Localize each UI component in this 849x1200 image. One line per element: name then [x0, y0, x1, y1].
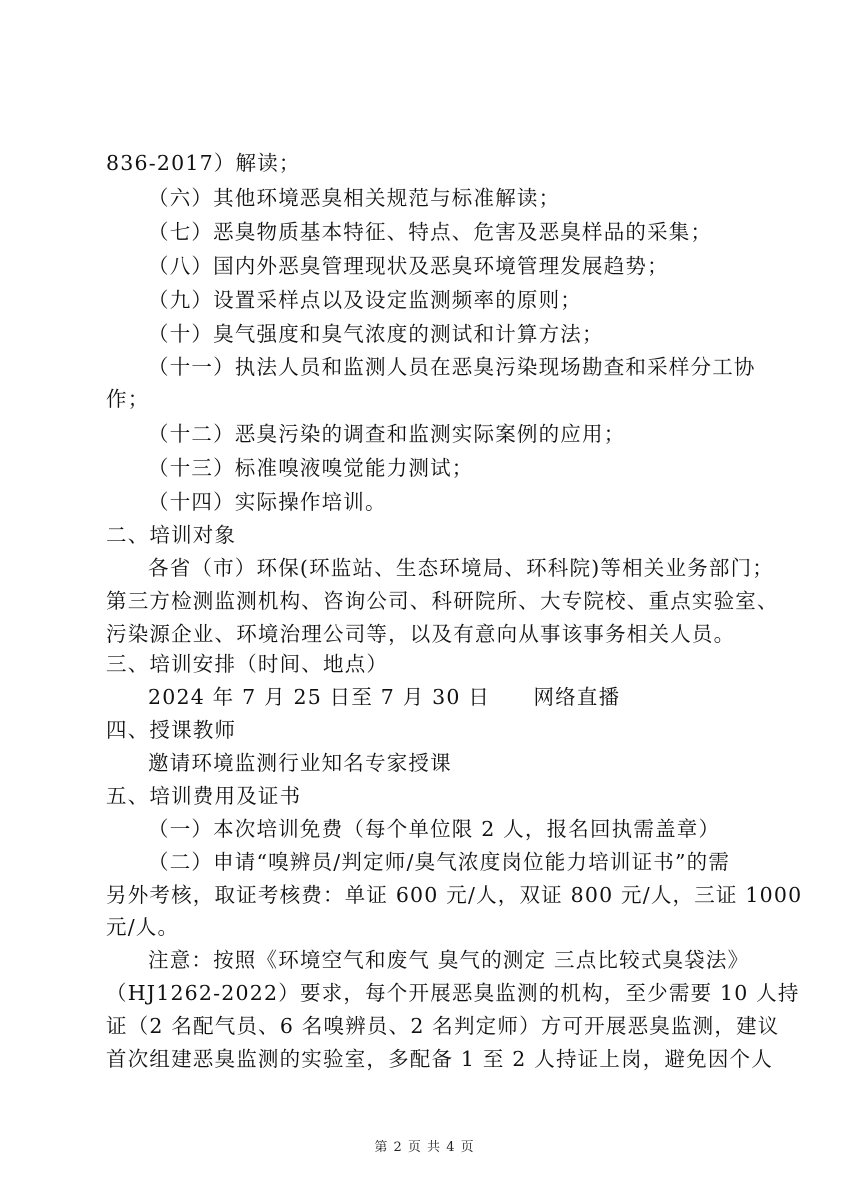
list-item: （一）本次培训免费（每个单位限 2 人，报名回执需盖章） — [148, 817, 721, 841]
text-line: 836-2017）解读； — [106, 151, 301, 175]
text-line: 另外考核，取证考核费：单证 600 元/人，双证 800 元/人，三证 1000 — [106, 883, 803, 907]
list-item: （十二）恶臭污染的调查和监测实际案例的应用； — [148, 422, 626, 446]
section-heading: 四、授课教师 — [106, 718, 237, 742]
text-line: （HJ1262-2022）要求，每个开展恶臭监测的机构，至少需要 10 人持 — [106, 981, 800, 1005]
section-heading: 二、培训对象 — [106, 523, 237, 547]
list-item: （十）臭气强度和臭气浓度的测试和计算方法； — [148, 322, 604, 346]
text-line: 注意：按照《环境空气和废气 臭气的测定 三点比较式臭袋法》 — [148, 948, 750, 972]
list-item: （十一）执法人员和监测人员在恶臭污染现场勘查和采样分工协 — [148, 355, 756, 379]
list-item: （二）申请“嗅辨员/判定师/臭气浓度岗位能力培训证书”的需 — [148, 850, 731, 874]
text-line: 2024 年 7 月 25 日至 7 月 30 日 网络直播 — [148, 685, 621, 709]
list-item: （十四）实际操作培训。 — [148, 490, 387, 514]
page-number-footer: 第 2 页 共 4 页 — [374, 1140, 475, 1155]
text-line: 污染源企业、环境治理公司等，以及有意向从事该事务相关人员。 — [106, 622, 736, 646]
text-line: 首次组建恶臭监测的实验室，多配备 1 至 2 人持证上岗，避免因个人 — [106, 1047, 773, 1071]
text-line: 作； — [106, 387, 150, 411]
text-line: 第三方检测监测机构、咨询公司、科研院所、大专院校、重点实验室、 — [106, 589, 779, 613]
section-heading: 三、培训安排（时间、地点） — [106, 652, 389, 676]
list-item: （十三）标准嗅液嗅觉能力测试； — [148, 456, 474, 480]
text-line: 元/人。 — [106, 915, 180, 939]
list-item: （八）国内外恶臭管理现状及恶臭环境管理发展趋势； — [148, 254, 669, 278]
section-heading: 五、培训费用及证书 — [106, 784, 302, 808]
text-line: 证（2 名配气员、6 名嗅辨员、2 名判定师）方可开展恶臭监测，建议 — [106, 1014, 780, 1038]
list-item: （九）设置采样点以及设定监测频率的原则； — [148, 288, 582, 312]
text-line: 各省（市）环保(环监站、生态环境局、环科院)等相关业务部门； — [148, 556, 774, 580]
text-line: 邀请环境监测行业知名专家授课 — [148, 751, 452, 775]
list-item: （六）其他环境恶臭相关规范与标准解读； — [148, 186, 561, 210]
list-item: （七）恶臭物质基本特征、特点、危害及恶臭样品的采集； — [148, 220, 713, 244]
